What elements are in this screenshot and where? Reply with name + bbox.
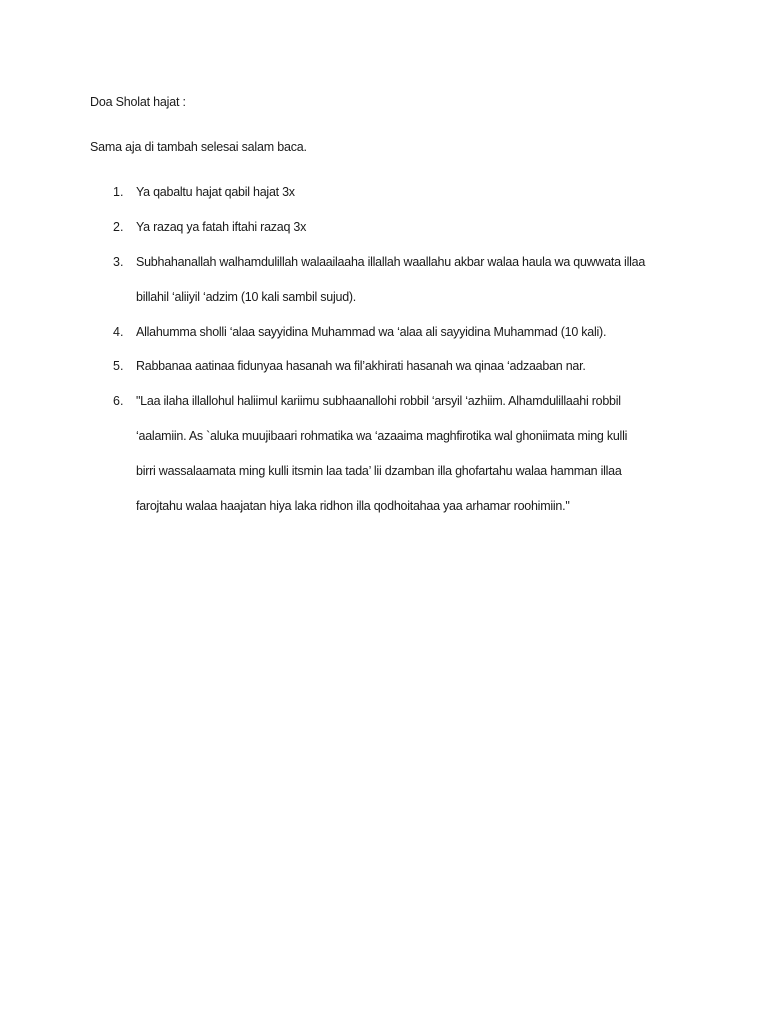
list-item-number: 6. <box>113 394 124 408</box>
list-item-text: Ya razaq ya fatah iftahi razaq 3x <box>136 220 307 234</box>
list-item-number: 4. <box>113 325 124 339</box>
list-item-text: Ya qabaltu hajat qabil hajat 3x <box>136 185 295 199</box>
intro-text: Sama aja di tambah selesai salam baca. <box>90 140 307 154</box>
document-title: Doa Sholat hajat : <box>90 95 186 109</box>
list-item-text: ‘aalamiin. As `aluka muujibaari rohmatika wa ‘azaaima maghfirotika wal ghoniimata ming kulli <box>136 429 628 443</box>
list-item-text: Subhahanallah walhamdulillah walaailaaha illallah waallahu akbar walaa haula wa quwwata illaa <box>136 255 646 269</box>
list-item-text: Rabbanaa aatinaa fidunyaa hasanah wa fil’akhirati hasanah wa qinaa ‘adzaaban nar. <box>136 359 586 373</box>
list-item-text: "Laa ilaha illallohul haliimul kariimu subhaanallohi robbil ‘arsyil ‘azhiim. Alhamdulillaahi robbil <box>136 394 621 408</box>
list-item-number: 5. <box>113 359 124 373</box>
list-item-number: 1. <box>113 185 124 199</box>
list-item-number: 3. <box>113 255 124 269</box>
list-item-text: farojtahu walaa haajatan hiya laka ridhon illa qodhoitahaa yaa arhamar roohimiin." <box>136 499 570 513</box>
list-item-text: billahil ‘aliiyil ‘adzim (10 kali sambil sujud). <box>136 290 357 304</box>
list-item-number: 2. <box>113 220 124 234</box>
list-item-text: birri wassalaamata ming kulli itsmin laa tada’ lii dzamban illa ghofartahu walaa hamman illaa <box>136 464 622 478</box>
list-item-text: Allahumma sholli ‘alaa sayyidina Muhammad wa ‘alaa ali sayyidina Muhammad (10 kali). <box>136 325 607 339</box>
